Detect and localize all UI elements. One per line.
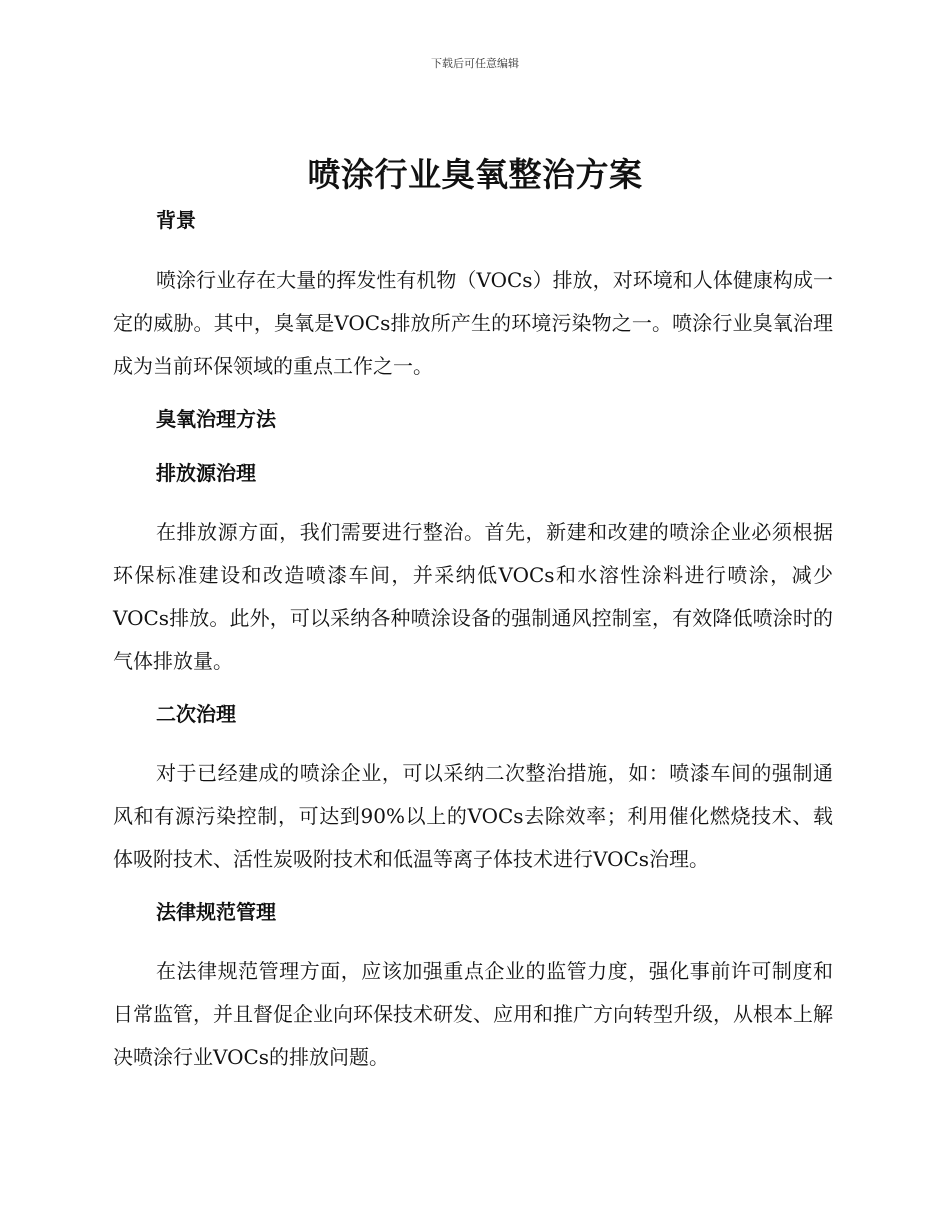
heading-legal-management: 法律规范管理 xyxy=(156,900,276,924)
paragraph-background: 喷涂行业存在大量的挥发性有机物（VOCs）排放，对环境和人体健康构成一定的威胁。其中，臭氧是VOCs排放所产生的环境污染物之一。喷涂行业臭氧治理成为当前环保领域的重点工作之一。 xyxy=(113,268,833,378)
paragraph-secondary-treatment: 对于已经建成的喷涂企业，可以采纳二次整治措施，如：喷漆车间的强制通风和有源污染控制，可达到90%以上的VOCs去除效率；利用催化燃烧技术、载体吸附技术、活性炭吸附技术和低温等离子体技术进行VOCs治理。 xyxy=(113,761,833,871)
heading-secondary-treatment: 二次治理 xyxy=(156,702,236,726)
heading-background: 背景 xyxy=(156,208,196,232)
header-note: 下载后可任意编辑 xyxy=(431,57,519,70)
paragraph-legal-management: 在法律规范管理方面，应该加强重点企业的监管力度，强化事前许可制度和日常监管，并且督促企业向环保技术研发、应用和推广方向转型升级，从根本上解决喷涂行业VOCs的排放问题。 xyxy=(113,959,833,1069)
document-title: 喷涂行业臭氧整治方案 xyxy=(307,155,643,194)
document-body xyxy=(113,204,833,1079)
heading-ozone-methods: 臭氧治理方法 xyxy=(156,407,276,431)
heading-source-treatment: 排放源治理 xyxy=(156,461,256,485)
paragraph-source-treatment: 在排放源方面，我们需要进行整治。首先，新建和改建的喷涂企业必须根据环保标准建设和改造喷漆车间，并采纳低VOCs和水溶性涂料进行喷涂，减少VOCs排放。此外，可以采纳各种喷涂设备的强制通风控制室，有效降低喷涂时的气体排放量。 xyxy=(113,520,833,673)
